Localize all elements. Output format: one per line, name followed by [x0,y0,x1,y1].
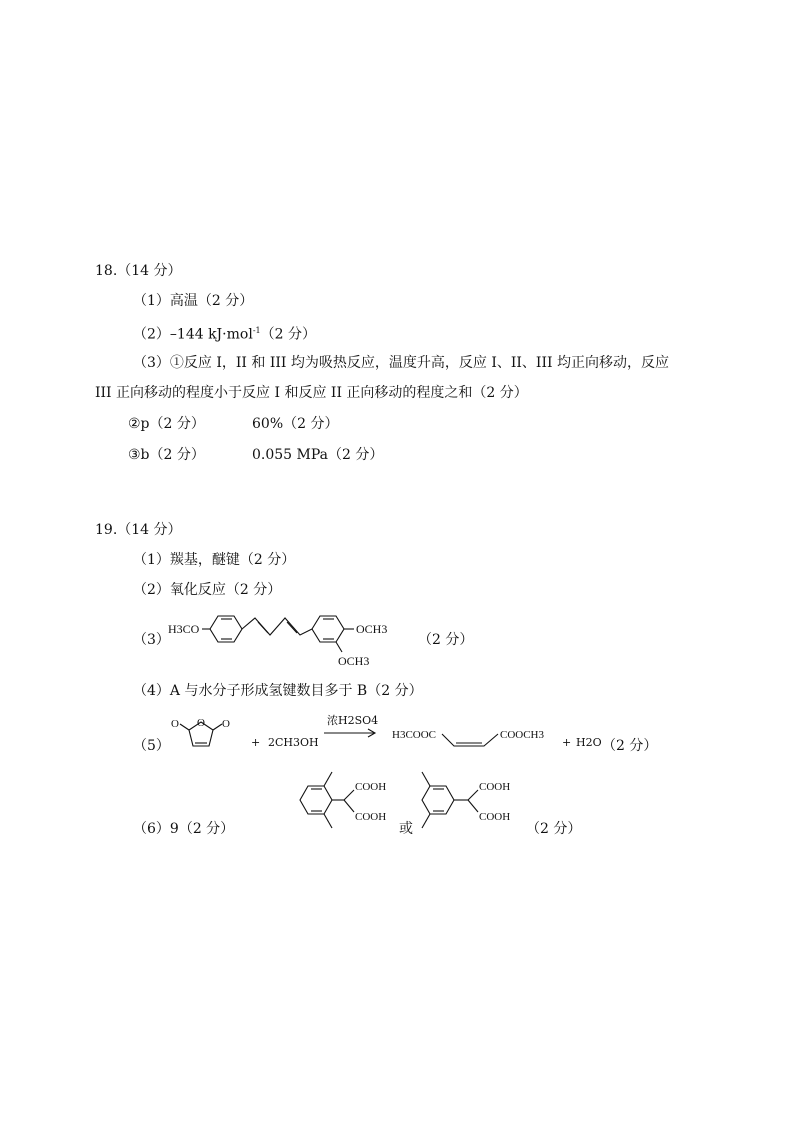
cooh-upper-label-2: COOH [479,781,511,793]
q19-answer-5-label: （5） [133,738,170,754]
carbonyl-oxygen-right-label: O [222,718,230,730]
dimethyl-maleate-structure [388,718,558,758]
q19-answer-2: （2）氧化反应（2 分） [133,582,282,598]
water-product: H2O [576,736,602,749]
reaction-arrow [322,727,380,739]
q19-answer-4: （4）A 与水分子形成氢键数目多于 B（2 分） [133,683,423,699]
q18-answer-2: （2）–144 kJ·mol$^{-1}$（2 分） [133,326,316,343]
q19-answer-3-score: （2 分） [418,632,474,648]
q19-answer-5-score: （2 分） [602,738,658,754]
carbonyl-oxygen-left-label: O [171,718,179,730]
or-connector: 或 [399,821,413,837]
q18-answer-3-line1: （3）①反应 I，II 和 III 均为吸热反应，温度升高，反应 I、II、III 均正向移动，反应 [133,355,669,371]
cooh-lower-label-2: COOH [479,811,511,823]
q19-answer-3-structure [160,605,430,670]
h3co-group-label: H3CO [168,622,200,636]
q18-answer-3-2-right: 60%（2 分） [252,416,339,432]
cooh-upper-label: COOH [355,781,387,793]
isomer-structure-1 [290,760,400,840]
reaction-condition: 浓H2SO4 [327,714,379,727]
och3-bottom-label: OCH3 [338,654,370,668]
plus-sign-1: + [251,736,261,749]
maleic-anhydride-structure [165,708,235,758]
isomer-structure-2 [412,760,532,840]
q18-answer-3-3-left: ③b（2 分） [128,447,205,463]
q18-answer-3-line2: III 正向移动的程度小于反应 I 和反应 II 正向移动的程度之和（2 分） [95,385,528,401]
h3cooc-label: H3COOC [392,729,437,741]
plus-sign-2: + [562,736,572,749]
q19-header: 19.（14 分） [95,522,182,538]
q18-answer-1: （1）高温（2 分） [133,293,254,309]
q19-answer-6-score: （2 分） [526,821,582,837]
q18-header: 18.（14 分） [95,263,182,279]
cooh-lower-label: COOH [355,811,387,823]
methanol-reagent: 2CH3OH [268,736,319,749]
q19-answer-3-label: （3） [133,632,170,648]
ring-oxygen-label: O [197,717,205,729]
och3-right-label: OCH3 [356,622,388,636]
cooch3-label: COOCH3 [500,729,545,741]
q18-answer-3-3-right: 0.055 MPa（2 分） [252,447,384,463]
q19-answer-6-label: （6）9（2 分） [133,821,235,837]
q18-answer-3-2-left: ②p（2 分） [128,416,205,432]
q19-answer-1: （1）羰基，醚键（2 分） [133,552,296,568]
